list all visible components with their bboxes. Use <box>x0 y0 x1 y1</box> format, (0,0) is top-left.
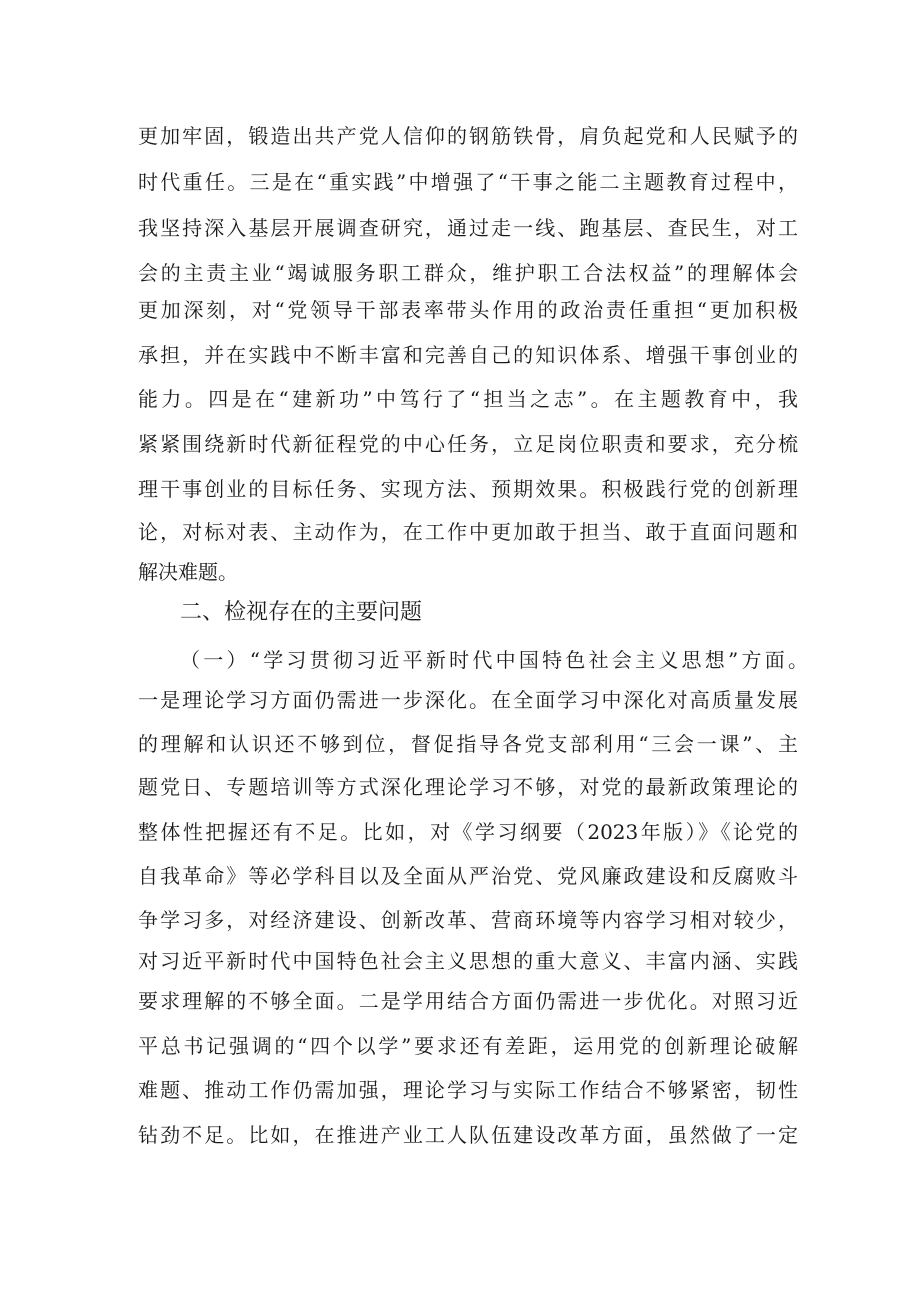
body-text-line: 更加深刻，对“党领导干部表率带头作用的政治责任重担“更加积极 <box>138 298 798 322</box>
body-text-line: 解决难题。 <box>138 560 238 584</box>
body-text-line: 论，对标对表、主动作为，在工作中更加敢于担当、敢于直面问题和 <box>138 520 798 544</box>
body-text-line: 我坚持深入基层开展调查研究，通过走一线、跑基层、查民生，对工 <box>138 216 798 240</box>
body-text-line: 题党日、专题培训等方式深化理论学习不够，对党的最新政策理论的 <box>138 775 798 799</box>
body-text-line: 钻劲不足。比如，在推进产业工人队伍建设改革方面，虽然做了一定 <box>138 1123 798 1147</box>
section-heading: 二、检视存在的主要问题 <box>180 600 423 625</box>
body-text-line: 整体性把握还有不足。比如，对《学习纲要（2023年版）》《论党的 <box>138 820 798 844</box>
body-text-line: 要求理解的不够全面。二是学用结合方面仍需进一步优化。对照习近 <box>138 989 798 1013</box>
body-text-line: 一是理论学习方面仍需进一步深化。在全面学习中深化对高质量发展 <box>138 688 798 712</box>
body-text-line: 承担，并在实践中不断丰富和完善自己的知识体系、增强干事创业的 <box>138 343 798 367</box>
body-text-line: 对习近平新时代中国特色社会主义思想的重大意义、丰富内涵、实践 <box>138 949 798 973</box>
body-text-line: 平总书记强调的“四个以学”要求还有差距，运用党的创新理论破解 <box>138 1034 798 1058</box>
body-text-line: 理干事创业的目标任务、实现方法、预期效果。积极践行党的创新理 <box>138 477 798 501</box>
body-text-line: 能力。四是在“建新功”中笃行了“担当之志”。在主题教育中，我 <box>138 387 798 411</box>
body-text-line: 会的主责主业“竭诚服务职工群众，维护职工合法权益”的理解体会 <box>138 261 798 285</box>
body-text-line: 争学习多，对经济建设、创新改革、营商环境等内容学习相对较少， <box>138 908 798 932</box>
body-text-line: 难题、推动工作仍需加强，理论学习与实际工作结合不够紧密，韧性 <box>138 1078 798 1102</box>
body-text-line: 更加牢固，锻造出共产党人信仰的钢筋铁骨，肩负起党和人民赋予的 <box>138 124 798 148</box>
body-text-line: 紧紧围绕新时代新征程党的中心任务，立足岗位职责和要求，充分梳 <box>138 432 798 456</box>
body-text-line: 时代重任。三是在“重实践”中增强了“干事之能二主题教育过程中， <box>138 170 798 194</box>
body-text-line: （一）“学习贯彻习近平新时代中国特色社会主义思想”方面。 <box>180 648 808 672</box>
body-text-line: 的理解和认识还不够到位，督促指导各党支部利用“三会一课”、主 <box>138 732 798 756</box>
body-text-line: 自我革命》等必学科目以及全面从严治党、党风廉政建设和反腐败斗 <box>138 864 798 888</box>
